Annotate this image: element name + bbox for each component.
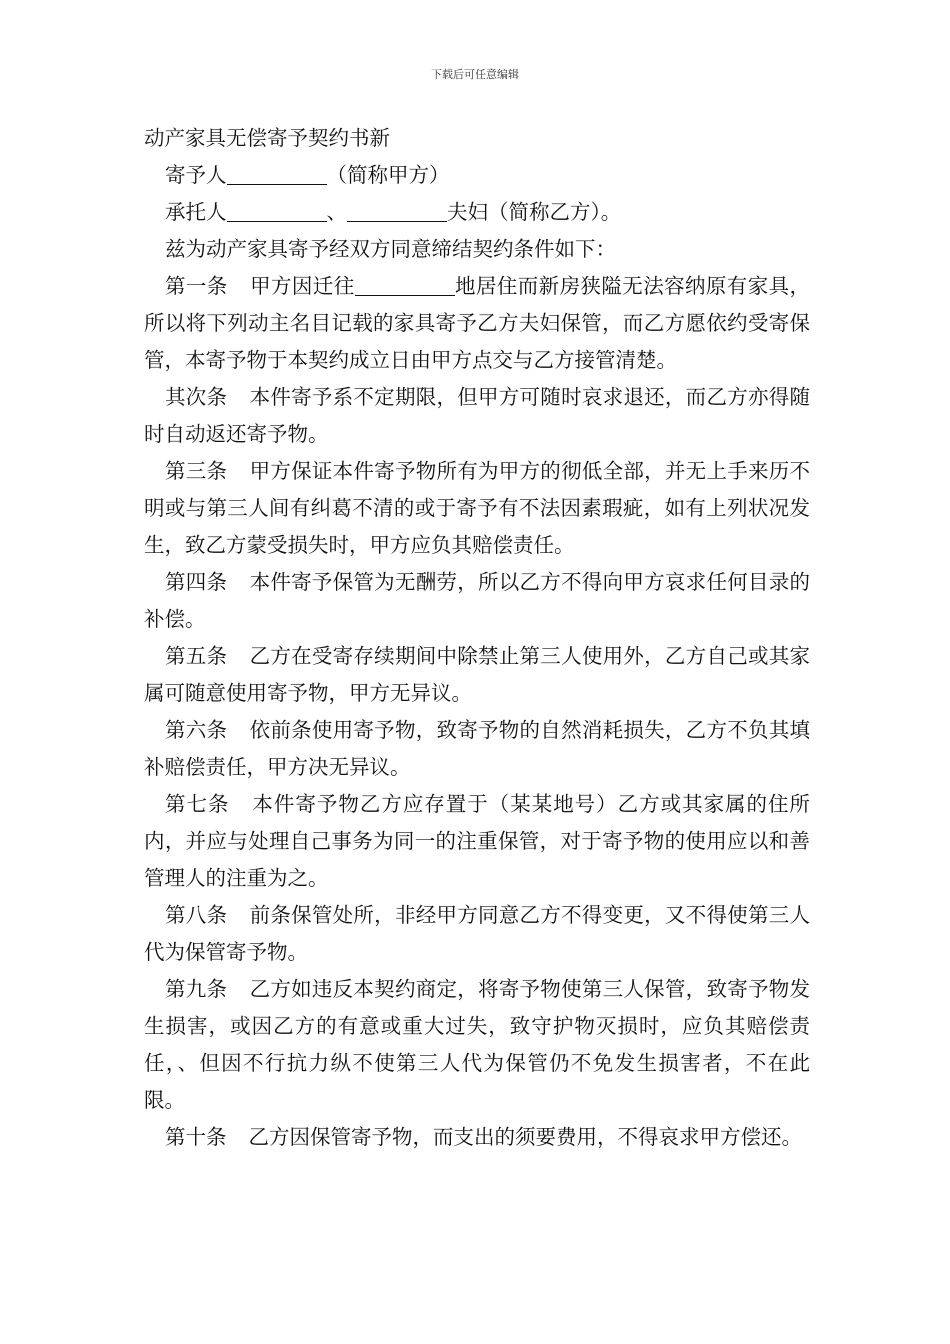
depositor-line [144,157,810,194]
article-text: 依前条使用寄予物，致寄予物的自然消耗损失，乙方不负其填补赔偿责任，甲方决无异议。 [144,718,811,779]
article-number: 第五条 [165,644,228,668]
article-text: 乙方因保管寄予物，而支出的须要费用，不得哀求甲方偿还。 [248,1125,802,1149]
intro-paragraph: 兹为动产家具寄予经双方同意缔结契约条件如下： [165,237,616,261]
trustee-label: 承托人 [165,200,227,224]
article-text: 本件寄予物乙方应存置于（某某地号）乙方或其家属的住所内，并应与处理自己事务为同一的注重保管，对于寄予物的使用应以和善管理人的注重为之。 [144,792,811,890]
document-body [144,120,810,1156]
article-8 [144,897,810,971]
page-header: 下载后可任意编辑 [431,68,519,81]
depositor-blank[interactable] [227,162,327,185]
article-text: 前条保管处所，非经甲方同意乙方不得变更，又不得使第三人代为保管寄予物。 [144,903,811,964]
document-title: 动产家具无偿寄予契约书新 [144,126,390,150]
article-number: 第四条 [165,570,228,594]
article-text-post: 地居住而新房狭隘无法容纳原有家具，所以将下列动主名目记载的家具寄予乙方夫妇保管，而乙方愿依约受寄保管，本寄予物于本契约成立日由甲方点交与乙方接管清楚。 [144,274,811,372]
article-text: 甲方保证本件寄予物所有为甲方的彻低全部，并无上手来历不明或与第三人间有纠葛不清的或于寄予有不法因素瑕疵，如有上列状况发生，致乙方蒙受损失时，甲方应负其赔偿责任。 [144,459,811,557]
article-number: 其次条 [165,385,228,409]
article-2 [144,379,810,453]
trustee-line [144,194,810,231]
trustee-blank-2[interactable] [347,199,447,222]
article-text: 乙方在受寄存续期间中除禁止第三人使用外，乙方自己或其家属可随意使用寄予物，甲方无异议。 [144,644,811,705]
article-1 [144,268,810,379]
article-text: 乙方如违反本契约商定，将寄予物使第三人保管，致寄予物发生损害，或因乙方的有意或重大过失，致守护物灭损时，应负其赔偿责任，、但因不行抗力纵不使第三人代为保管仍不免发生损害者，不在此限。 [144,977,811,1112]
article-text: 本件寄予系不定期限，但甲方可随时哀求退还，而乙方亦得随时自动返还寄予物。 [144,385,811,446]
article-number: 第十条 [165,1125,227,1149]
article-number: 第九条 [165,977,228,1001]
article-3 [144,453,810,564]
destination-blank[interactable] [355,273,455,296]
article-text: 本件寄予保管为无酬劳，所以乙方不得向甲方哀求任何目录的补偿。 [144,570,811,631]
trustee-suffix: 夫妇（简称乙方）。 [447,200,622,224]
article-text-pre: 甲方因迁往 [249,274,355,298]
article-6 [144,712,810,786]
article-4 [144,564,810,638]
article-number: 第七条 [165,792,230,816]
article-number: 第三条 [165,459,228,483]
depositor-suffix: （简称甲方） [326,163,450,187]
article-number: 第八条 [165,903,228,927]
trustee-blank-1[interactable] [227,199,327,222]
article-10 [144,1119,810,1156]
article-5 [144,638,810,712]
article-9 [144,971,810,1119]
trustee-separator: 、 [326,200,347,224]
article-number: 第六条 [165,718,228,742]
article-number: 第一条 [165,274,228,298]
depositor-label: 寄予人 [165,163,227,187]
article-7 [144,786,810,897]
